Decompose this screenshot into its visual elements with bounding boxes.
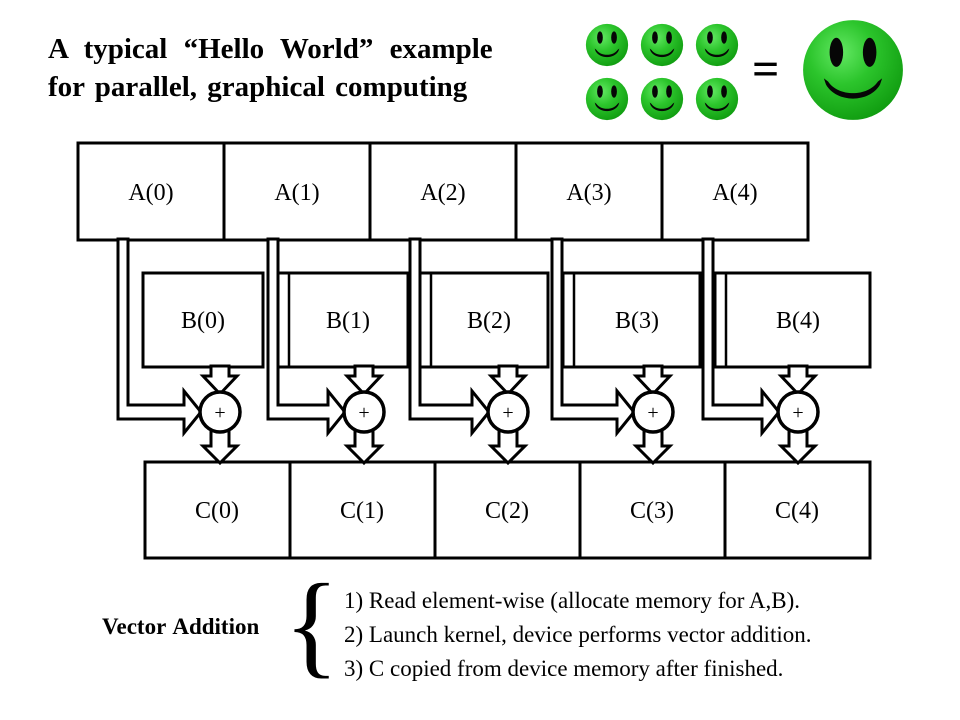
down-arrow	[636, 430, 670, 463]
down-arrow	[347, 430, 381, 463]
c-cell-label: C(0)	[195, 498, 239, 524]
a-cell-label: A(4)	[712, 180, 758, 206]
brace: {	[284, 561, 340, 688]
down-arrow	[636, 366, 670, 394]
step-2: 2) Launch kernel, device performs vector addition.	[344, 622, 812, 647]
title-line-2: for parallel, graphical computing	[48, 71, 468, 103]
down-arrow	[491, 430, 525, 463]
plus-operator: +	[214, 402, 226, 424]
a-cell-label: A(1)	[274, 180, 320, 206]
plus-operator: +	[502, 402, 514, 424]
c-cell-label: C(4)	[775, 498, 819, 524]
c-cell-label: C(2)	[485, 498, 529, 524]
c-cell-label: C(3)	[630, 498, 674, 524]
vector-addition-steps	[344, 584, 811, 686]
b-cell-label: B(3)	[615, 308, 659, 334]
down-arrow	[347, 366, 381, 394]
title-line-1: A typical “Hello World” example	[48, 33, 493, 65]
equals-sign: =	[752, 43, 780, 96]
adder-to-c-arrows	[203, 430, 815, 463]
b-cell-label: B(2)	[467, 308, 511, 334]
b-cell-label: B(1)	[326, 308, 370, 334]
plus-operator: +	[647, 402, 659, 424]
down-arrow	[781, 366, 815, 394]
b-to-adder-arrows	[203, 366, 815, 394]
b-cell-label: B(4)	[776, 308, 820, 334]
plus-operator: +	[792, 402, 804, 424]
step-1: 1) Read element-wise (allocate memory for A,B).	[344, 588, 801, 613]
b-cell-label: B(0)	[181, 308, 225, 334]
step-3: 3) C copied from device memory after finished.	[344, 656, 784, 681]
a-cell-label: A(3)	[566, 180, 612, 206]
a-cell-label: A(2)	[420, 180, 466, 206]
plus-operator: +	[358, 402, 370, 424]
down-arrow	[203, 366, 237, 394]
c-cell-label: C(1)	[340, 498, 384, 524]
down-arrow	[203, 430, 237, 463]
vector-addition-label: Vector Addition	[102, 614, 260, 639]
down-arrow	[781, 430, 815, 463]
down-arrow	[491, 366, 525, 394]
a-cell-label: A(0)	[128, 180, 174, 206]
